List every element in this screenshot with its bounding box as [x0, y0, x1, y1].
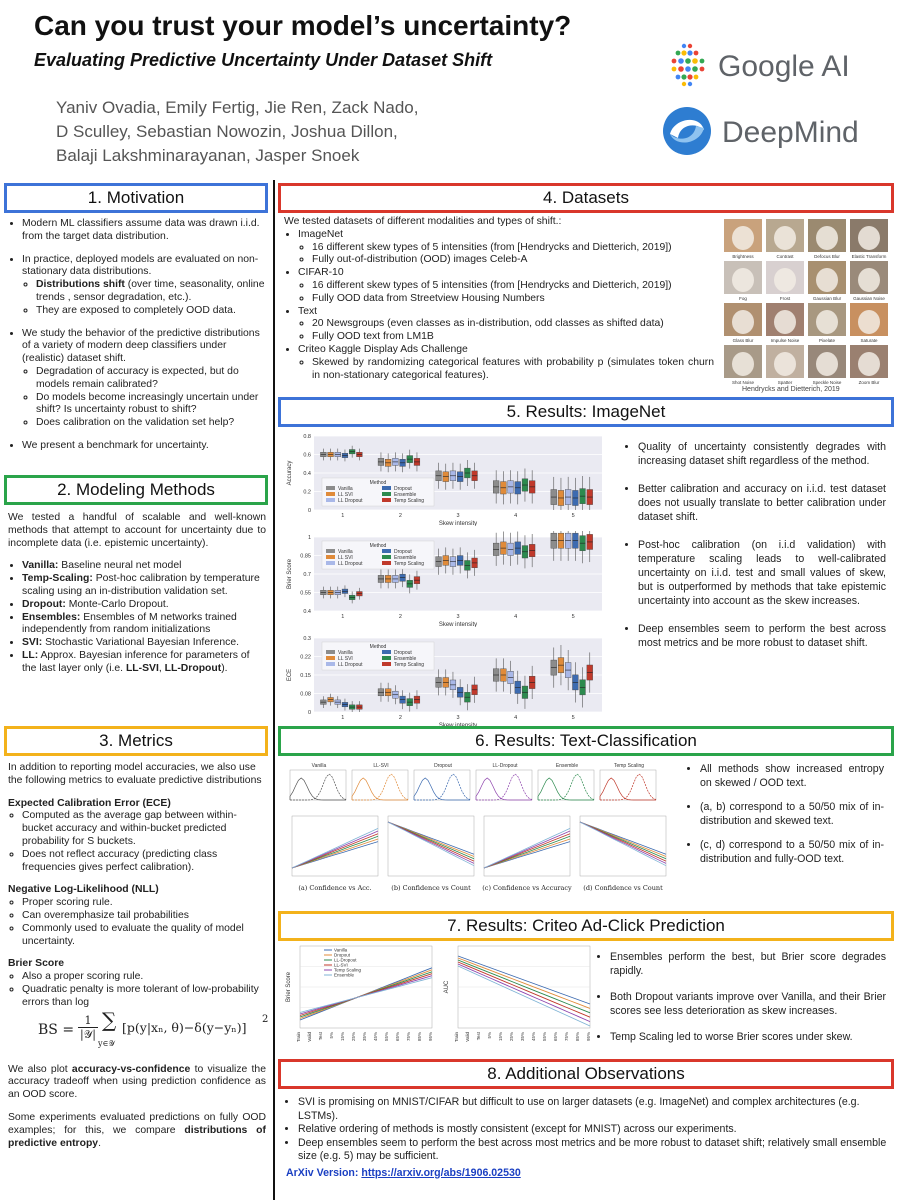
y-tick-label: 0.2: [303, 489, 311, 496]
corruption-thumbnail-subject: [858, 226, 880, 250]
sub-bullet: ◦ Do models become increasingly uncertain under shift? Is uncertainty robust to shift?: [36, 392, 266, 418]
dataset-item: • Text ◦ 20 Newsgroups (even classes as in-distribution, odd classes as shifted data) ◦ Fully OOD text from LM1B: [298, 306, 714, 344]
criteo-plots: [284, 942, 602, 1054]
corruption-label: Fog: [739, 296, 747, 301]
method-item: • Temp-Scaling: Post-hoc calibration by temperature scaling using an in-distribution validation set.: [22, 573, 266, 599]
corruption-label: Defocus Blur: [814, 254, 840, 259]
x-tick-label: 25%: [351, 1032, 356, 1042]
density-panel: [476, 770, 532, 800]
bullet: • SVI is promising on MNIST/CIFAR but difficult to use on larger datasets (e.g. ImageNet) and complex architectures (e.g. LSTMs).: [298, 1096, 888, 1123]
author-line: Yaniv Ovadia, Emily Fertig, Jie Ren, Zack Nado,: [56, 98, 419, 117]
y-tick-label: 0.15: [300, 673, 311, 679]
x-tick-label: Valid: [465, 1032, 470, 1042]
x-tick-label: 15%: [498, 1032, 503, 1042]
legend-swatch: [326, 662, 335, 666]
arxiv-line: ArXiv Version: https://arxiv.org/abs/1906.02530: [286, 1166, 521, 1179]
sub-bullet: ◦ Does calibration on the validation set help?: [36, 417, 266, 430]
x-tick-label: 1: [341, 715, 345, 721]
sub-bullet: ◦ Also a proper scoring rule.: [22, 971, 266, 984]
density-panel: [352, 770, 408, 800]
y-axis-label: Brier Score: [286, 971, 292, 1003]
corruption-thumbnail-subject: [816, 226, 838, 250]
legend-label: LL-Dropout: [334, 957, 357, 963]
section-datasets-header: 4. Datasets: [278, 183, 894, 213]
corruption-label: Contrast: [776, 254, 794, 259]
text-entropy-and-confidence-plots: [282, 758, 678, 908]
y-axis-label: ECE: [287, 668, 293, 682]
x-tick-label: 4: [514, 715, 518, 721]
corruption-thumbnail-subject: [774, 226, 796, 250]
panel-caption: (b) Confidence vs Count: [391, 884, 471, 892]
criteo-findings: [596, 950, 886, 1044]
legend-swatch: [326, 498, 335, 502]
method-item: • Ensembles: Ensembles of M networks trained independently from random initializations: [22, 612, 266, 638]
line-panel: [580, 816, 666, 876]
x-tick-label: 95%: [586, 1032, 591, 1042]
legend-label: Vanilla: [338, 650, 353, 656]
imagenet-boxplots: [282, 430, 608, 720]
legend-swatch: [382, 662, 391, 666]
density-panel: [538, 770, 594, 800]
nll-heading: Negative Log-Likelihood (NLL): [8, 884, 159, 896]
x-tick-label: 5%: [329, 1032, 334, 1039]
corruption-label: Zoom Blur: [858, 380, 880, 385]
x-tick-label: 85%: [417, 1032, 422, 1042]
y-axis-label: Accuracy: [287, 460, 293, 486]
legend-label: Temp Scaling: [394, 498, 425, 504]
legend-swatch: [326, 492, 335, 496]
sub-bullet: ◦ 20 Newsgroups (even classes as in-distribution, odd classes as shifted data): [312, 318, 714, 331]
google-ai-logo: [660, 40, 870, 90]
arxiv-link[interactable]: https://arxiv.org/abs/1906.02530: [361, 1166, 521, 1179]
x-tick-label: 45%: [531, 1032, 536, 1042]
x-tick-label: 5: [571, 513, 575, 519]
datasets-intro: We tested datasets of different modalities and types of shift.:: [284, 216, 562, 227]
y-tick-label: 0.8: [303, 434, 311, 440]
y-tick-label: 0: [307, 508, 311, 514]
y-tick-label: 0.6: [303, 452, 311, 459]
x-tick-label: 1: [341, 614, 345, 620]
bullet: • Deep ensembles seem to perform the best across most metrics and be more robust to dataset shift; relatively small ensemble size (e.g. 5) may be sufficient.: [298, 1137, 888, 1164]
corruption-thumbnail-subject: [858, 310, 880, 334]
sub-bullet: ◦ Fully OOD text from LM1B: [312, 331, 714, 344]
observations-body: [284, 1096, 888, 1180]
y-tick-label: 0.4: [303, 471, 311, 477]
x-tick-label: 25%: [509, 1032, 514, 1042]
sub-bullet: ◦ Computed as the average gap between within-bucket accuracy and within-bucket predicted probability for S buckets.: [22, 810, 266, 848]
corruption-image-grid: [722, 218, 890, 398]
legend-label: LL-SVI: [334, 962, 348, 968]
corruption-label: Gaussian Blur: [812, 296, 842, 301]
panel-title: Ensemble: [555, 763, 579, 769]
brier-formula: BS = 1 |𝒴| ∑ y∈𝒴 [p(y|xₙ, θ)−δ(y−yₙ)] 2: [38, 1007, 269, 1048]
panel-title: Temp Scaling: [613, 763, 645, 769]
section-criteo-header: 7. Results: Criteo Ad-Click Prediction: [278, 911, 894, 941]
bullet: • Relative ordering of methods is mostly consistent (except for MNIST) across our experiments.: [298, 1123, 888, 1137]
y-tick-label: 0.7: [303, 572, 311, 578]
x-tick-label: 3: [456, 513, 460, 519]
y-axis-label: AUC: [444, 980, 450, 994]
corruption-thumbnail-subject: [858, 352, 880, 376]
legend-label: LL Dropout: [338, 561, 363, 567]
method-item: • Vanilla: Baseline neural net model: [22, 560, 266, 573]
bullet: • Post-hoc calibration (on i.i.d validation) with temperature scaling leads to well-calibrated uncertainty on i.i.d. test and small values of skew, but is outperformed by methods that take epistemic uncertainty into account as the skew increases.: [638, 538, 886, 608]
sub-bullet: ◦ Does not reflect accuracy (predicting class frequencies gives perfect calibration).: [22, 849, 266, 875]
legend-label: Dropout: [394, 549, 412, 555]
density-panel: [414, 770, 470, 800]
method-item: • LL: Approx. Bayesian inference for parameters of the last layer only (i.e. LL-SVI, LL-Dropout).: [22, 650, 266, 676]
brier-boxplot: [282, 531, 608, 627]
legend-label: Dropout: [334, 952, 351, 958]
corruption-thumbnail-subject: [816, 352, 838, 376]
bullet: • (c, d) correspond to a 50/50 mix of in-distribution and fully-OOD text.: [700, 838, 884, 866]
x-tick-label: 2: [398, 513, 402, 519]
section-observations-header: 8. Additional Observations: [278, 1059, 894, 1089]
y-tick-label: 0.22: [300, 654, 311, 661]
metrics-intro: In addition to reporting model accuracies, we also use the following metrics to evaluate predictive distributions: [8, 762, 262, 786]
legend-label: Temp Scaling: [394, 561, 425, 567]
section-metrics-header: 3. Metrics: [4, 726, 268, 756]
corruption-label: Impulse Noise: [770, 338, 800, 343]
x-tick-label: 75%: [564, 1032, 569, 1042]
corruption-label: Elastic Transform: [851, 254, 887, 259]
corruption-thumbnail-subject: [732, 310, 754, 334]
corruption-label: Spatter: [777, 380, 793, 385]
x-axis-label: Skew intensity: [438, 622, 478, 627]
legend-label: Dropout: [394, 650, 412, 656]
x-tick-label: 45%: [373, 1032, 378, 1042]
image-grid-caption: Hendrycks and Dietterich, 2019: [742, 386, 840, 393]
bullet: • (a, b) correspond to a 50/50 mix of in-distribution and skewed text.: [700, 800, 884, 828]
legend-swatch: [382, 650, 391, 654]
legend-swatch: [326, 549, 335, 553]
author-line: D Sculley, Sebastian Nowozin, Joshua Dillon,: [56, 122, 398, 141]
corruption-thumbnail-subject: [732, 226, 754, 250]
sub-bullet: ◦ Commonly used to evaluate the quality of model uncertainty.: [22, 923, 266, 949]
y-tick-label: 0.85: [300, 553, 311, 560]
deepmind-logo: [660, 104, 870, 158]
x-tick-label: 3: [456, 614, 460, 620]
x-axis-label: Skew intensity: [438, 521, 478, 526]
corruption-label: Speckle Noise: [812, 380, 842, 385]
y-tick-label: 0.08: [300, 691, 311, 698]
line-panel: [388, 816, 474, 876]
x-tick-label: 5: [571, 614, 575, 620]
sub-bullet: ◦ Degradation of accuracy is expected, but do models remain calibrated?: [36, 366, 266, 392]
panel-title: Vanilla: [311, 763, 327, 769]
sub-bullet: ◦ Can overemphasize tail probabilities: [22, 910, 266, 923]
bullet: • All methods show increased entropy on skewed / OOD text.: [700, 762, 884, 790]
panel-title: LL-Dropout: [492, 763, 518, 769]
y-tick-label: 0.3: [303, 636, 311, 642]
legend-label: LL Dropout: [338, 662, 363, 668]
legend-label: Vanilla: [334, 947, 348, 953]
x-tick-label: 35%: [520, 1032, 525, 1042]
line-panel: [292, 816, 378, 876]
x-tick-label: 5: [571, 715, 575, 721]
legend-swatch: [326, 486, 335, 490]
sub-bullet: ◦ 16 different skew types of 5 intensities (from [Hendrycks and Dietterich, 2019]): [312, 242, 714, 255]
legend-swatch: [382, 498, 391, 502]
legend-label: LL SVI: [338, 555, 353, 561]
criteo-brier-auc-plots: [284, 942, 602, 1054]
y-axis-label: Brier Score: [287, 558, 293, 590]
section-datasets-body: [284, 216, 714, 382]
corruption-label: Shot Noise: [731, 380, 755, 385]
section-methods-header: 2. Modeling Methods: [4, 475, 268, 505]
x-tick-label: Test: [476, 1032, 481, 1041]
corruption-label: Glass Blur: [732, 338, 754, 343]
legend-swatch: [382, 486, 391, 490]
legend-label: Ensemble: [394, 492, 417, 498]
x-tick-label: 2: [398, 715, 402, 721]
corruption-thumbnail-subject: [774, 352, 796, 376]
x-tick-label: 15%: [340, 1032, 345, 1042]
x-tick-label: 65%: [395, 1032, 400, 1042]
x-tick-label: Train: [296, 1032, 301, 1043]
y-tick-label: 0.4: [303, 609, 311, 615]
imagenet-findings: [624, 440, 886, 650]
corruption-thumbnail-subject: [732, 268, 754, 292]
corruption-label: Gaussian Noise: [853, 296, 885, 301]
bullet: • Quality of uncertainty consistently degrades with increasing dataset shift regardless of the method.: [638, 440, 886, 468]
panel-caption: (a) Confidence vs Acc.: [298, 884, 372, 892]
ece-boxplot: [282, 632, 608, 728]
column-divider: [273, 180, 275, 1200]
author-list: [56, 96, 616, 168]
corruption-thumbnail-subject: [816, 310, 838, 334]
x-tick-label: 4: [514, 513, 518, 519]
bullet: • We present a benchmark for uncertainty.: [22, 440, 266, 453]
accuracy-boxplot: [282, 430, 608, 526]
sub-bullet: ◦ Proper scoring rule.: [22, 897, 266, 910]
legend-label: Vanilla: [338, 486, 353, 492]
legend-swatch: [326, 650, 335, 654]
y-tick-label: 1: [307, 535, 311, 541]
section-text-header: 6. Results: Text-Classification: [278, 726, 894, 756]
dataset-item: • Criteo Kaggle Display Ads Challenge ◦ Skewed by randomizing categorical features with probability p (simulates token churn in non-stationary categorical features).: [298, 344, 714, 382]
legend-label: Ensemble: [394, 555, 417, 561]
corruption-thumbnail-subject: [816, 268, 838, 292]
legend-label: Vanilla: [338, 549, 353, 555]
brier-heading: Brier Score: [8, 958, 65, 970]
google-ai-wordmark: Google AI: [718, 50, 850, 83]
section-methods-body: [8, 512, 266, 676]
corruption-label: Frost: [779, 296, 791, 301]
poster-header: [0, 0, 900, 180]
bullet: • Modern ML classifiers assume data was drawn i.i.d. from the target data distribution.: [22, 218, 266, 244]
legend-label: LL Dropout: [338, 498, 363, 504]
poster-subtitle: Evaluating Predictive Uncertainty Under Dataset Shift: [34, 50, 493, 70]
legend-title: Method: [369, 543, 387, 549]
x-tick-label: Test: [318, 1032, 323, 1041]
dataset-item: • ImageNet ◦ 16 different skew types of 5 intensities (from [Hendrycks and Dietterich, 2019]) ◦ Fully out-of-distribution (OOD) images Celeb-A: [298, 229, 714, 267]
google-dots-icon: [660, 40, 716, 90]
x-tick-label: 2: [398, 614, 402, 620]
legend-swatch: [326, 656, 335, 660]
x-tick-label: Valid: [307, 1032, 312, 1042]
legend-title: Method: [369, 644, 387, 650]
legend-label: LL SVI: [338, 656, 353, 662]
x-tick-label: 1: [341, 513, 345, 519]
dataset-item: • CIFAR-10 ◦ 16 different skew types of 5 intensities (from [Hendrycks and Dietterich, 2019]) ◦ Fully OOD data from Streetview Housing Numbers: [298, 267, 714, 305]
corruption-thumbnail-subject: [774, 268, 796, 292]
density-panel: [600, 770, 656, 800]
bullet: • We study the behavior of the predictive distributions of a variety of modern deep classifiers under (realistic) dataset shift. ◦ Degradation of accuracy is expected, but do models remain calibrated? ◦ Do models become increasingly uncertain under shift? Is uncertainty robust to shift? ◦ Does calibration on the validation set help?: [22, 328, 266, 430]
method-item: • Dropout: Monte-Carlo Dropout.: [22, 599, 266, 612]
methods-intro: We tested a handful of scalable and well-known methods that attempt to account for uncertainty due to incomplete data (i.e. epistemic uncertainty).: [8, 512, 266, 549]
x-tick-label: 5%: [487, 1032, 492, 1039]
x-tick-label: 55%: [384, 1032, 389, 1042]
bullet: • Temp Scaling led to worse Brier scores under skew.: [610, 1030, 886, 1044]
panel-caption: (c) Confidence vs Accuracy: [482, 884, 572, 892]
ece-heading: Expected Calibration Error (ECE): [8, 797, 171, 809]
deepmind-swirl-icon: [660, 104, 714, 158]
x-tick-label: 35%: [362, 1032, 367, 1042]
bullet: • Deep ensembles seem to perform the best across most metrics and be more robust to dataset shift.: [638, 622, 886, 650]
legend-label: Temp Scaling: [334, 967, 362, 973]
panel-title: Dropout: [434, 763, 452, 769]
x-tick-label: 55%: [542, 1032, 547, 1042]
x-tick-label: 65%: [553, 1032, 558, 1042]
legend-swatch: [382, 656, 391, 660]
sub-bullet: ◦ Distributions shift (over time, seasonality, online trends , sensor degradation, etc.).: [36, 279, 266, 305]
legend-swatch: [382, 492, 391, 496]
legend-swatch: [326, 561, 335, 565]
legend-swatch: [382, 549, 391, 553]
legend-title: Method: [369, 480, 387, 486]
legend-swatch: [382, 555, 391, 559]
sub-bullet: ◦ Skewed by randomizing categorical features with probability p (simulates token churn in non-stationary categorical features).: [312, 357, 714, 383]
author-line: Balaji Lakshminarayanan, Jasper Snoek: [56, 146, 360, 165]
x-tick-label: Train: [454, 1032, 459, 1043]
corruption-label: Pixelate: [818, 338, 836, 343]
bullet: • In practice, deployed models are evaluated on non-stationary data distributions. ◦ Distributions shift (over time, seasonality, online trends , sensor degradation, etc.). ◦ They are exposed to completely OOD data.: [22, 254, 266, 318]
bullet: • Ensembles perform the best, but Brier score degrades rapidly.: [610, 950, 886, 978]
corruption-thumbnails: [722, 218, 890, 386]
sub-bullet: ◦ They are exposed to completely OOD data.: [36, 305, 266, 318]
y-tick-label: 0.55: [300, 590, 311, 597]
text-findings: [686, 762, 884, 866]
x-tick-label: 75%: [406, 1032, 411, 1042]
poster-title: Can you trust your model’s uncertainty?: [34, 10, 572, 41]
section-metrics-body: [8, 762, 269, 1150]
corruption-thumbnail-subject: [858, 268, 880, 292]
ood-paragraph: Some experiments evaluated predictions on fully OOD examples; for this, we compare distributions of predictive entropy.: [8, 1111, 266, 1149]
density-panel: [290, 770, 346, 800]
acc-conf-paragraph: We also plot accuracy-vs-confidence to visualize the accuracy tradeoff when using prediction confidence as an OOD score.: [8, 1063, 266, 1101]
text-classification-figures: [282, 758, 678, 908]
x-tick-label: 4: [514, 614, 518, 620]
corruption-label: Saturate: [860, 338, 878, 343]
corruption-thumbnail-subject: [774, 310, 796, 334]
bullet: • Better calibration and accuracy on i.i.d. test dataset does not usually translate to better calibration under dataset shift.: [638, 482, 886, 524]
legend-swatch: [382, 561, 391, 565]
sub-bullet: ◦ Fully OOD data from Streetview Housing Numbers: [312, 293, 714, 306]
section-motivation-header: 1. Motivation: [4, 183, 268, 213]
legend-label: LL SVI: [338, 492, 353, 498]
x-tick-label: 95%: [428, 1032, 433, 1042]
deepmind-wordmark: DeepMind: [722, 116, 859, 149]
panel-caption: (d) Confidence vs Count: [583, 884, 663, 892]
corruption-thumbnail-subject: [732, 352, 754, 376]
bullet: • Both Dropout variants improve over Vanilla, and their Brier scores see less deterioration as skew increases.: [610, 990, 886, 1018]
legend-label: Ensemble: [334, 972, 355, 978]
line-panel: [484, 816, 570, 876]
legend-swatch: [326, 555, 335, 559]
legend-label: Dropout: [394, 486, 412, 492]
sub-bullet: ◦ Quadratic penalty is more tolerant of low-probability errors than log: [22, 984, 266, 1010]
section-imagenet-header: 5. Results: ImageNet: [278, 397, 894, 427]
section-motivation-body: [8, 218, 266, 453]
legend-label: Ensemble: [394, 656, 417, 662]
sub-bullet: ◦ Fully out-of-distribution (OOD) images Celeb-A: [312, 254, 714, 267]
x-tick-label: 3: [456, 715, 460, 721]
legend-label: Temp Scaling: [394, 662, 425, 668]
sub-bullet: ◦ 16 different skew types of 5 intensities (from [Hendrycks and Dietterich, 2019]): [312, 280, 714, 293]
method-item: • SVI: Stochastic Variational Bayesian Inference.: [22, 637, 266, 650]
y-tick-label: 0: [307, 710, 311, 716]
panel-title: LL-SVI: [373, 763, 389, 769]
corruption-label: Brightness: [732, 254, 754, 259]
x-tick-label: 85%: [575, 1032, 580, 1042]
